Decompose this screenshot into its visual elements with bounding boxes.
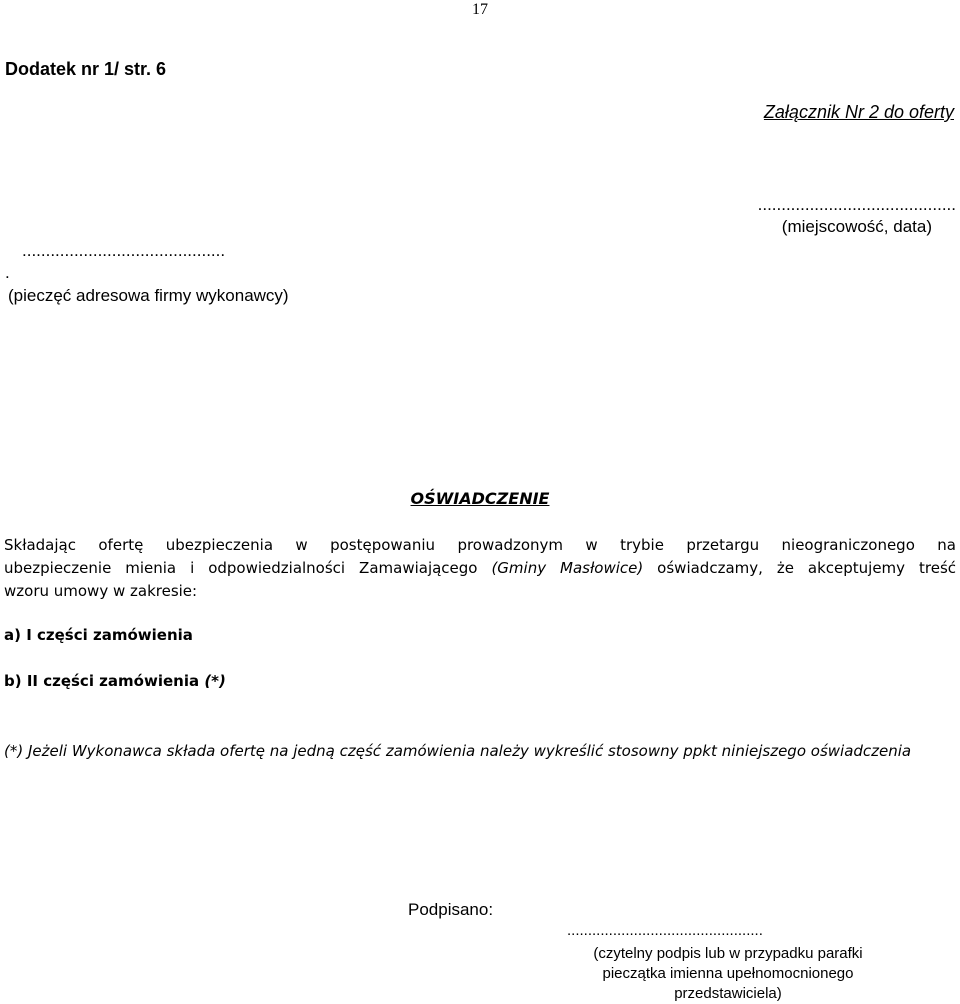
- appendix-reference: Dodatek nr 1/ str. 6: [5, 59, 167, 79]
- declaration-paragraph: [4, 534, 956, 603]
- signature-caption: [548, 944, 908, 1004]
- declaration-text-start: ubezpieczenie mienia i odpowiedzialności Zamawiającego: [4, 559, 492, 577]
- declaration-line-3: wzoru umowy w zakresie:: [4, 582, 198, 600]
- signature-caption-line-3: przedstawiciela): [674, 985, 782, 1002]
- signature-dots: ...............................................: [567, 922, 763, 939]
- section-b-marker: (*): [204, 672, 226, 690]
- place-date-dots: ..........................................: [757, 195, 956, 214]
- annex-title: Załącznik Nr 2 do oferty: [763, 102, 954, 122]
- signed-label: Podpisano:: [408, 900, 494, 919]
- page-number: 17: [472, 1, 488, 18]
- footnote: (*) Jeżeli Wykonawca składa ofertę na jedną część zamówienia należy wykreślić stosowny ppkt niniejszego oświadczenia: [4, 742, 912, 760]
- stamp-dots: ...........................................: [22, 241, 226, 260]
- signature-caption-line-2: pieczątka imienna upełnomocnionego: [602, 965, 854, 982]
- declaration-line-2: [4, 557, 956, 580]
- section-b-label: b) II części zamówienia: [4, 672, 205, 690]
- signature-caption-line-1: (czytelny podpis lub w przypadku parafki: [593, 945, 863, 962]
- section-b-heading: [4, 672, 226, 690]
- section-a-heading: a) I części zamówienia: [4, 626, 193, 644]
- declaration-text-end: oświadczamy, że akceptujemy treść: [643, 559, 957, 577]
- declaration-line-1: Składając ofertę ubezpieczenia w postępowaniu prowadzonym w trybie przetargu nieograniczonego na: [4, 536, 956, 554]
- declaration-municipality: (Gminy Masłowice): [491, 559, 644, 577]
- document-title: OŚWIADCZENIE: [410, 489, 550, 508]
- stamp-label: (pieczęć adresowa firmy wykonawcy): [8, 286, 289, 305]
- stamp-dot: .: [5, 263, 10, 282]
- place-date-label: (miejscowość, data): [781, 217, 932, 236]
